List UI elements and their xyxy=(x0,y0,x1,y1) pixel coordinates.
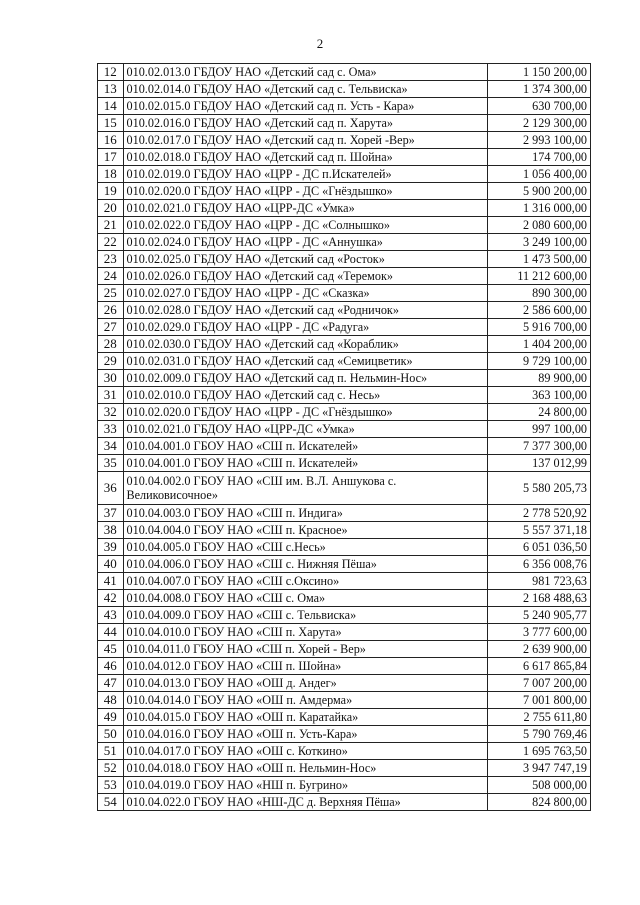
row-number: 17 xyxy=(98,149,124,166)
table-row xyxy=(98,556,591,573)
row-number: 48 xyxy=(98,692,124,709)
table-row xyxy=(98,522,591,539)
table-row xyxy=(98,285,591,302)
institution-name: 010.02.010.0 ГБДОУ НАО «Детский сад с. Несь» xyxy=(123,387,487,404)
table-row xyxy=(98,319,591,336)
row-number: 22 xyxy=(98,234,124,251)
amount-value: 2 168 488,63 xyxy=(487,590,590,607)
amount-value: 1 404 200,00 xyxy=(487,336,590,353)
amount-value: 3 777 600,00 xyxy=(487,624,590,641)
institution-name: 010.02.019.0 ГБДОУ НАО «ЦРР - ДС п.Искателей» xyxy=(123,166,487,183)
institution-name: 010.04.014.0 ГБОУ НАО «ОШ п. Амдерма» xyxy=(123,692,487,709)
institution-name: 010.04.016.0 ГБОУ НАО «ОШ п. Усть-Кара» xyxy=(123,726,487,743)
table-row xyxy=(98,421,591,438)
table-row xyxy=(98,132,591,149)
row-number: 53 xyxy=(98,777,124,794)
table-row xyxy=(98,404,591,421)
table-row xyxy=(98,438,591,455)
table-row xyxy=(98,472,591,505)
amount-value: 7 007 200,00 xyxy=(487,675,590,692)
institution-name: 010.02.026.0 ГБДОУ НАО «Детский сад «Теремок» xyxy=(123,268,487,285)
amount-value: 5 900 200,00 xyxy=(487,183,590,200)
row-number: 27 xyxy=(98,319,124,336)
amount-value: 1 695 763,50 xyxy=(487,743,590,760)
amount-value: 5 580 205,73 xyxy=(487,472,590,505)
table-row xyxy=(98,268,591,285)
amount-value: 7 001 800,00 xyxy=(487,692,590,709)
amount-value: 11 212 600,00 xyxy=(487,268,590,285)
table-row xyxy=(98,387,591,404)
table-row xyxy=(98,760,591,777)
amount-value: 5 790 769,46 xyxy=(487,726,590,743)
table-row xyxy=(98,200,591,217)
row-number: 15 xyxy=(98,115,124,132)
institution-name: 010.04.018.0 ГБОУ НАО «ОШ п. Нельмин-Нос» xyxy=(123,760,487,777)
institution-name: 010.02.021.0 ГБДОУ НАО «ЦРР-ДС «Умка» xyxy=(123,421,487,438)
institution-name: 010.02.022.0 ГБДОУ НАО «ЦРР - ДС «Солнышко» xyxy=(123,217,487,234)
table-row xyxy=(98,336,591,353)
row-number: 51 xyxy=(98,743,124,760)
amount-value: 24 800,00 xyxy=(487,404,590,421)
table-row xyxy=(98,726,591,743)
table-row xyxy=(98,641,591,658)
amount-value: 1 473 500,00 xyxy=(487,251,590,268)
row-number: 36 xyxy=(98,472,124,505)
row-number: 21 xyxy=(98,217,124,234)
amount-value: 630 700,00 xyxy=(487,98,590,115)
amount-value: 5 557 371,18 xyxy=(487,522,590,539)
row-number: 29 xyxy=(98,353,124,370)
institution-name: 010.02.027.0 ГБДОУ НАО «ЦРР - ДС «Сказка» xyxy=(123,285,487,302)
table-row xyxy=(98,64,591,81)
amount-value: 89 900,00 xyxy=(487,370,590,387)
institution-name: 010.04.010.0 ГБОУ НАО «СШ п. Харута» xyxy=(123,624,487,641)
institution-name: 010.04.013.0 ГБОУ НАО «ОШ д. Андег» xyxy=(123,675,487,692)
table-row xyxy=(98,455,591,472)
amount-value: 508 000,00 xyxy=(487,777,590,794)
row-number: 41 xyxy=(98,573,124,590)
row-number: 44 xyxy=(98,624,124,641)
amount-value: 3 249 100,00 xyxy=(487,234,590,251)
amount-value: 7 377 300,00 xyxy=(487,438,590,455)
institution-name: 010.02.029.0 ГБДОУ НАО «ЦРР - ДС «Радуга» xyxy=(123,319,487,336)
row-number: 45 xyxy=(98,641,124,658)
row-number: 26 xyxy=(98,302,124,319)
table-row xyxy=(98,692,591,709)
institution-name: 010.02.031.0 ГБДОУ НАО «Детский сад «Семицветик» xyxy=(123,353,487,370)
institution-name: 010.04.002.0 ГБОУ НАО «СШ им. В.Л. Аншукова с. Великовисочное» xyxy=(123,472,487,505)
row-number: 19 xyxy=(98,183,124,200)
amount-value: 5 916 700,00 xyxy=(487,319,590,336)
row-number: 38 xyxy=(98,522,124,539)
row-number: 39 xyxy=(98,539,124,556)
row-number: 47 xyxy=(98,675,124,692)
table-row xyxy=(98,624,591,641)
amount-value: 1 374 300,00 xyxy=(487,81,590,98)
table-row xyxy=(98,98,591,115)
institution-name: 010.04.006.0 ГБОУ НАО «СШ с. Нижняя Пёша» xyxy=(123,556,487,573)
institution-name: 010.04.009.0 ГБОУ НАО «СШ с. Тельвиска» xyxy=(123,607,487,624)
institution-name: 010.02.017.0 ГБДОУ НАО «Детский сад п. Хорей -Вер» xyxy=(123,132,487,149)
amount-value: 2 080 600,00 xyxy=(487,217,590,234)
table-row xyxy=(98,149,591,166)
row-number: 33 xyxy=(98,421,124,438)
table-row xyxy=(98,234,591,251)
institution-name: 010.04.001.0 ГБОУ НАО «СШ п. Искателей» xyxy=(123,438,487,455)
row-number: 16 xyxy=(98,132,124,149)
row-number: 43 xyxy=(98,607,124,624)
institution-name: 010.02.020.0 ГБДОУ НАО «ЦРР - ДС «Гнёздышко» xyxy=(123,183,487,200)
amount-value: 3 947 747,19 xyxy=(487,760,590,777)
amount-value: 174 700,00 xyxy=(487,149,590,166)
institution-name: 010.02.015.0 ГБДОУ НАО «Детский сад п. Усть - Кара» xyxy=(123,98,487,115)
amount-value: 2 639 900,00 xyxy=(487,641,590,658)
institution-name: 010.02.016.0 ГБДОУ НАО «Детский сад п. Харута» xyxy=(123,115,487,132)
table-row xyxy=(98,590,591,607)
row-number: 46 xyxy=(98,658,124,675)
table-row xyxy=(98,183,591,200)
institution-name: 010.02.020.0 ГБДОУ НАО «ЦРР - ДС «Гнёздышко» xyxy=(123,404,487,421)
amount-value: 6 051 036,50 xyxy=(487,539,590,556)
institution-name: 010.04.008.0 ГБОУ НАО «СШ с. Ома» xyxy=(123,590,487,607)
institution-name: 010.02.009.0 ГБДОУ НАО «Детский сад п. Нельмин-Нос» xyxy=(123,370,487,387)
amount-value: 9 729 100,00 xyxy=(487,353,590,370)
row-number: 54 xyxy=(98,794,124,811)
row-number: 52 xyxy=(98,760,124,777)
table-row xyxy=(98,302,591,319)
institution-name: 010.04.004.0 ГБОУ НАО «СШ п. Красное» xyxy=(123,522,487,539)
row-number: 14 xyxy=(98,98,124,115)
row-number: 34 xyxy=(98,438,124,455)
row-number: 28 xyxy=(98,336,124,353)
institution-name: 010.04.011.0 ГБОУ НАО «СШ п. Хорей - Вер» xyxy=(123,641,487,658)
institution-name: 010.04.015.0 ГБОУ НАО «ОШ п. Каратайка» xyxy=(123,709,487,726)
row-number: 49 xyxy=(98,709,124,726)
institution-name: 010.04.017.0 ГБОУ НАО «ОШ с. Коткино» xyxy=(123,743,487,760)
row-number: 12 xyxy=(98,64,124,81)
row-number: 24 xyxy=(98,268,124,285)
table-row xyxy=(98,251,591,268)
institution-name: 010.04.007.0 ГБОУ НАО «СШ с.Оксино» xyxy=(123,573,487,590)
table-row xyxy=(98,115,591,132)
institution-name: 010.04.019.0 ГБОУ НАО «НШ п. Бугрино» xyxy=(123,777,487,794)
institution-name: 010.04.005.0 ГБОУ НАО «СШ с.Несь» xyxy=(123,539,487,556)
row-number: 32 xyxy=(98,404,124,421)
institution-name: 010.02.025.0 ГБДОУ НАО «Детский сад «Росток» xyxy=(123,251,487,268)
row-number: 25 xyxy=(98,285,124,302)
table-row xyxy=(98,794,591,811)
table-row xyxy=(98,539,591,556)
institution-name: 010.04.022.0 ГБОУ НАО «НШ-ДС д. Верхняя Пёша» xyxy=(123,794,487,811)
row-number: 18 xyxy=(98,166,124,183)
table-row xyxy=(98,709,591,726)
amount-value: 137 012,99 xyxy=(487,455,590,472)
row-number: 40 xyxy=(98,556,124,573)
institution-name: 010.04.001.0 ГБОУ НАО «СШ п. Искателей» xyxy=(123,455,487,472)
row-number: 50 xyxy=(98,726,124,743)
row-number: 35 xyxy=(98,455,124,472)
amount-value: 5 240 905,77 xyxy=(487,607,590,624)
amount-value: 2 586 600,00 xyxy=(487,302,590,319)
institution-name: 010.02.028.0 ГБДОУ НАО «Детский сад «Родничок» xyxy=(123,302,487,319)
institution-name: 010.02.014.0 ГБДОУ НАО «Детский сад с. Тельвиска» xyxy=(123,81,487,98)
table-row xyxy=(98,370,591,387)
amount-value: 981 723,63 xyxy=(487,573,590,590)
institution-name: 010.04.003.0 ГБОУ НАО «СШ п. Индига» xyxy=(123,505,487,522)
row-number: 31 xyxy=(98,387,124,404)
amount-value: 824 800,00 xyxy=(487,794,590,811)
row-number: 42 xyxy=(98,590,124,607)
amount-value: 1 150 200,00 xyxy=(487,64,590,81)
table-row xyxy=(98,166,591,183)
row-number: 23 xyxy=(98,251,124,268)
table-row xyxy=(98,353,591,370)
institution-name: 010.02.018.0 ГБДОУ НАО «Детский сад п. Шойна» xyxy=(123,149,487,166)
institution-name: 010.02.030.0 ГБДОУ НАО «Детский сад «Кораблик» xyxy=(123,336,487,353)
amount-value: 2 755 611,80 xyxy=(487,709,590,726)
amount-value: 6 356 008,76 xyxy=(487,556,590,573)
allocation-table xyxy=(97,63,591,811)
row-number: 30 xyxy=(98,370,124,387)
row-number: 37 xyxy=(98,505,124,522)
institution-name: 010.02.013.0 ГБДОУ НАО «Детский сад с. Ома» xyxy=(123,64,487,81)
table-body xyxy=(98,64,591,811)
institution-name: 010.02.024.0 ГБДОУ НАО «ЦРР - ДС «Аннушка» xyxy=(123,234,487,251)
table-row xyxy=(98,675,591,692)
table-row xyxy=(98,743,591,760)
table-row xyxy=(98,81,591,98)
table-row xyxy=(98,777,591,794)
institution-name: 010.04.012.0 ГБОУ НАО «СШ п. Шойна» xyxy=(123,658,487,675)
table-row xyxy=(98,658,591,675)
table-row xyxy=(98,505,591,522)
row-number: 13 xyxy=(98,81,124,98)
amount-value: 997 100,00 xyxy=(487,421,590,438)
amount-value: 2 778 520,92 xyxy=(487,505,590,522)
page-number: 2 xyxy=(316,36,324,51)
amount-value: 6 617 865,84 xyxy=(487,658,590,675)
table-row xyxy=(98,217,591,234)
institution-name: 010.02.021.0 ГБДОУ НАО «ЦРР-ДС «Умка» xyxy=(123,200,487,217)
table-row xyxy=(98,607,591,624)
amount-value: 2 129 300,00 xyxy=(487,115,590,132)
table-row xyxy=(98,573,591,590)
amount-value: 363 100,00 xyxy=(487,387,590,404)
row-number: 20 xyxy=(98,200,124,217)
amount-value: 1 316 000,00 xyxy=(487,200,590,217)
amount-value: 2 993 100,00 xyxy=(487,132,590,149)
amount-value: 1 056 400,00 xyxy=(487,166,590,183)
amount-value: 890 300,00 xyxy=(487,285,590,302)
